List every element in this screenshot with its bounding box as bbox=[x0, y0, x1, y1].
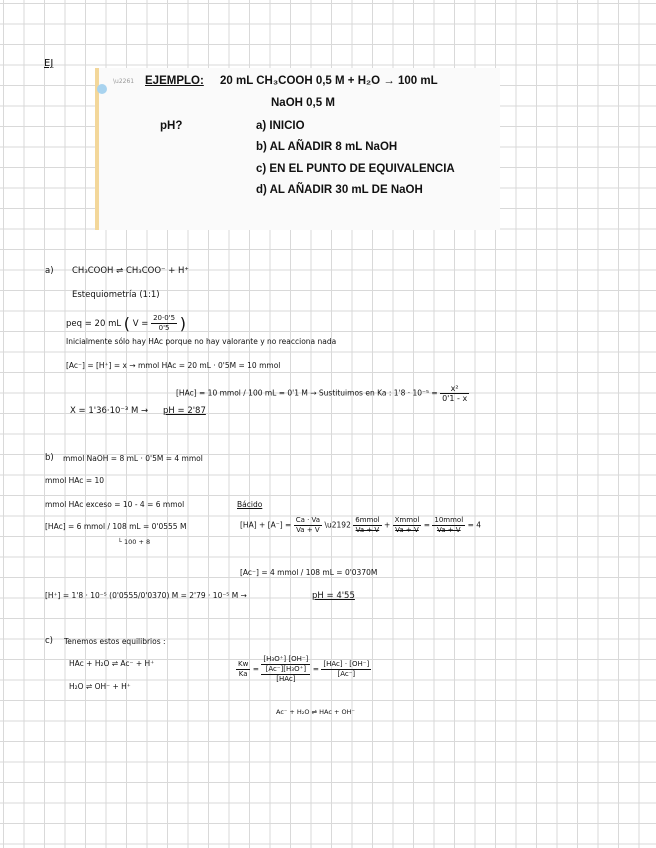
buffer-frac-3-den: Va + V bbox=[395, 526, 419, 534]
buffer-frac-1-den: Va + V bbox=[296, 526, 320, 534]
part-c-eq2: H₂O ⇌ OH⁻ + H⁺ bbox=[69, 682, 131, 691]
part-c-kw-eq: $\frac{Kw}{Ka}$ = [H₃O⁺] [OH⁻] [Ac⁻][H₃O⁺] [HAc] = $\frac{\text{[HAc] · [OH⁻]}}{[Ac^-]}$ bbox=[238, 655, 370, 683]
buffer-eq-left: [HA] + [A⁻] = bbox=[240, 520, 292, 530]
part-a-reaction: CH₃COOH ⇌ CH₃COO⁻ + H⁺ bbox=[72, 266, 189, 276]
part-b-line3: mmol HAc exceso = 10 - 4 = 6 mmol bbox=[45, 500, 185, 509]
buffer-frac-1 bbox=[294, 516, 322, 535]
part-b-buffer-label: Bácido bbox=[237, 500, 263, 509]
pin-mark-icon: \u2261 bbox=[113, 78, 135, 85]
ka-fraction-num: x² bbox=[440, 384, 469, 394]
example-item-c: c) EN EL PUNTO DE EQUIVALENCIA bbox=[256, 163, 455, 175]
part-a-stoich: Estequiometría (1:1) bbox=[72, 290, 160, 300]
example-item-b: b) AL AÑADIR 8 mL NaOH bbox=[256, 141, 398, 153]
buffer-eq-result: = 4 bbox=[467, 520, 482, 530]
part-b-conc-hac: [HAc] = 6 mmol / 108 mL = 0'0555 M bbox=[45, 522, 187, 531]
part-c-eq1: HAc + H₂O ⇌ Ac⁻ + H⁺ bbox=[69, 659, 155, 668]
buffer-frac-2-num: 6mmol bbox=[355, 516, 380, 524]
part-a-conc bbox=[176, 384, 469, 403]
right-den: [Ac⁻] bbox=[337, 670, 356, 678]
pin-icon bbox=[97, 84, 107, 94]
right-num: [HAc] · [OH⁻] bbox=[323, 660, 370, 668]
example-label: EJEMPLO: bbox=[145, 75, 204, 87]
part-b-ph: pH = 4'55 bbox=[312, 591, 355, 601]
example-base: NaOH 0,5 M bbox=[271, 97, 335, 109]
buffer-frac-4-num: 10mmol bbox=[434, 516, 464, 524]
peq-fraction-den: 0'5 bbox=[158, 324, 170, 332]
buffer-frac-2 bbox=[353, 516, 381, 535]
example-reaction: 20 mL CH₃COOH 0,5 M + H₂O → 100 mL bbox=[220, 75, 438, 87]
buffer-frac-4 bbox=[432, 516, 465, 535]
part-b-conc-ac: [Ac⁻] = 4 mmol / 108 mL = 0'0370M bbox=[240, 568, 378, 577]
buffer-frac-3 bbox=[393, 516, 422, 535]
part-b-h-line: [H⁺] = 1'8 · 10⁻⁵ (0'0555/0'0370) M = 2'79 · 10⁻⁵ M → bbox=[45, 591, 247, 600]
part-b-buffer-eq: [HA] + [A⁻] = $\frac{Ca \cdot Va}{Va + V}$ \u2192 $\frac{\text{6mmol}}{Va + V}$ + $\frac{\text{Xmmol}}{Va + V}$ = $\frac{\text{10mmol}}{Va + V}$ = 4 bbox=[240, 516, 482, 534]
v-label: V = bbox=[132, 319, 149, 329]
part-a-x: X = 1'36·10⁻³ M → bbox=[70, 406, 149, 416]
ka-fraction-den: 0'1 - x bbox=[442, 394, 468, 403]
mid-num: [H₃O⁺] [OH⁻] bbox=[263, 655, 309, 663]
part-b-line1: mmol NaOH = 8 mL · 0'5M = 4 mmol bbox=[63, 454, 203, 463]
part-b-label: b) bbox=[45, 453, 54, 463]
example-card bbox=[95, 68, 500, 230]
section-heading: EJ bbox=[44, 58, 54, 69]
right-fraction bbox=[321, 660, 371, 679]
part-b-line2: mmol HAc = 10 bbox=[45, 476, 105, 485]
peq-fraction bbox=[151, 314, 177, 333]
part-a-ph: pH = 2'87 bbox=[163, 406, 206, 416]
kw-den: Ka bbox=[238, 670, 248, 678]
kw-num: Kw bbox=[238, 660, 249, 668]
example-item-d: d) AL AÑADIR 30 mL DE NaOH bbox=[256, 184, 423, 196]
part-c-hydrolysis: Ac⁻ + H₂O ⇌ HAc + OH⁻ bbox=[276, 708, 355, 716]
mid-den2: [HAc] bbox=[276, 675, 296, 683]
example-question: pH? bbox=[160, 120, 183, 132]
peq-text: peq = 20 mL bbox=[66, 319, 122, 329]
part-a-mmol: [Ac⁻] = [H⁺] = x → mmol HAc = 20 mL · 0'5M = 10 mmol bbox=[66, 361, 281, 370]
part-a-initial: Inicialmente sólo hay HAc porque no hay valorante y no reacciona nada bbox=[66, 337, 337, 346]
part-c-label: c) bbox=[45, 636, 53, 646]
buffer-frac-1-num: Ca · Va bbox=[295, 516, 321, 524]
part-a-peq: peq = 20 mL ( V = $\frac{20\cdot 0'5}{0'5}$ ) bbox=[66, 314, 187, 333]
ka-fraction bbox=[440, 384, 469, 403]
part-b-vol-note: └ 100 + 8 bbox=[118, 538, 151, 546]
part-a-conc-text: [HAc] = 10 mmol / 100 mL = 0'1 M → Sustituimos en Ka : 1'8 · 10⁻⁵ = bbox=[176, 388, 438, 398]
example-item-a: a) INICIO bbox=[256, 120, 305, 132]
buffer-frac-4-den: Va + V bbox=[436, 526, 461, 534]
buffer-frac-3-num: Xmmol bbox=[394, 516, 420, 524]
peq-fraction-num: 20·0'5 bbox=[153, 314, 176, 322]
mid-fraction bbox=[261, 655, 310, 684]
part-c-intro: Tenemos estos equilibrios : bbox=[64, 637, 166, 646]
kw-fraction bbox=[236, 660, 250, 679]
buffer-frac-2-den: Va + V bbox=[355, 526, 380, 534]
mid-den1: [Ac⁻][H₃O⁺] bbox=[261, 665, 310, 675]
part-a-label: a) bbox=[45, 266, 54, 276]
